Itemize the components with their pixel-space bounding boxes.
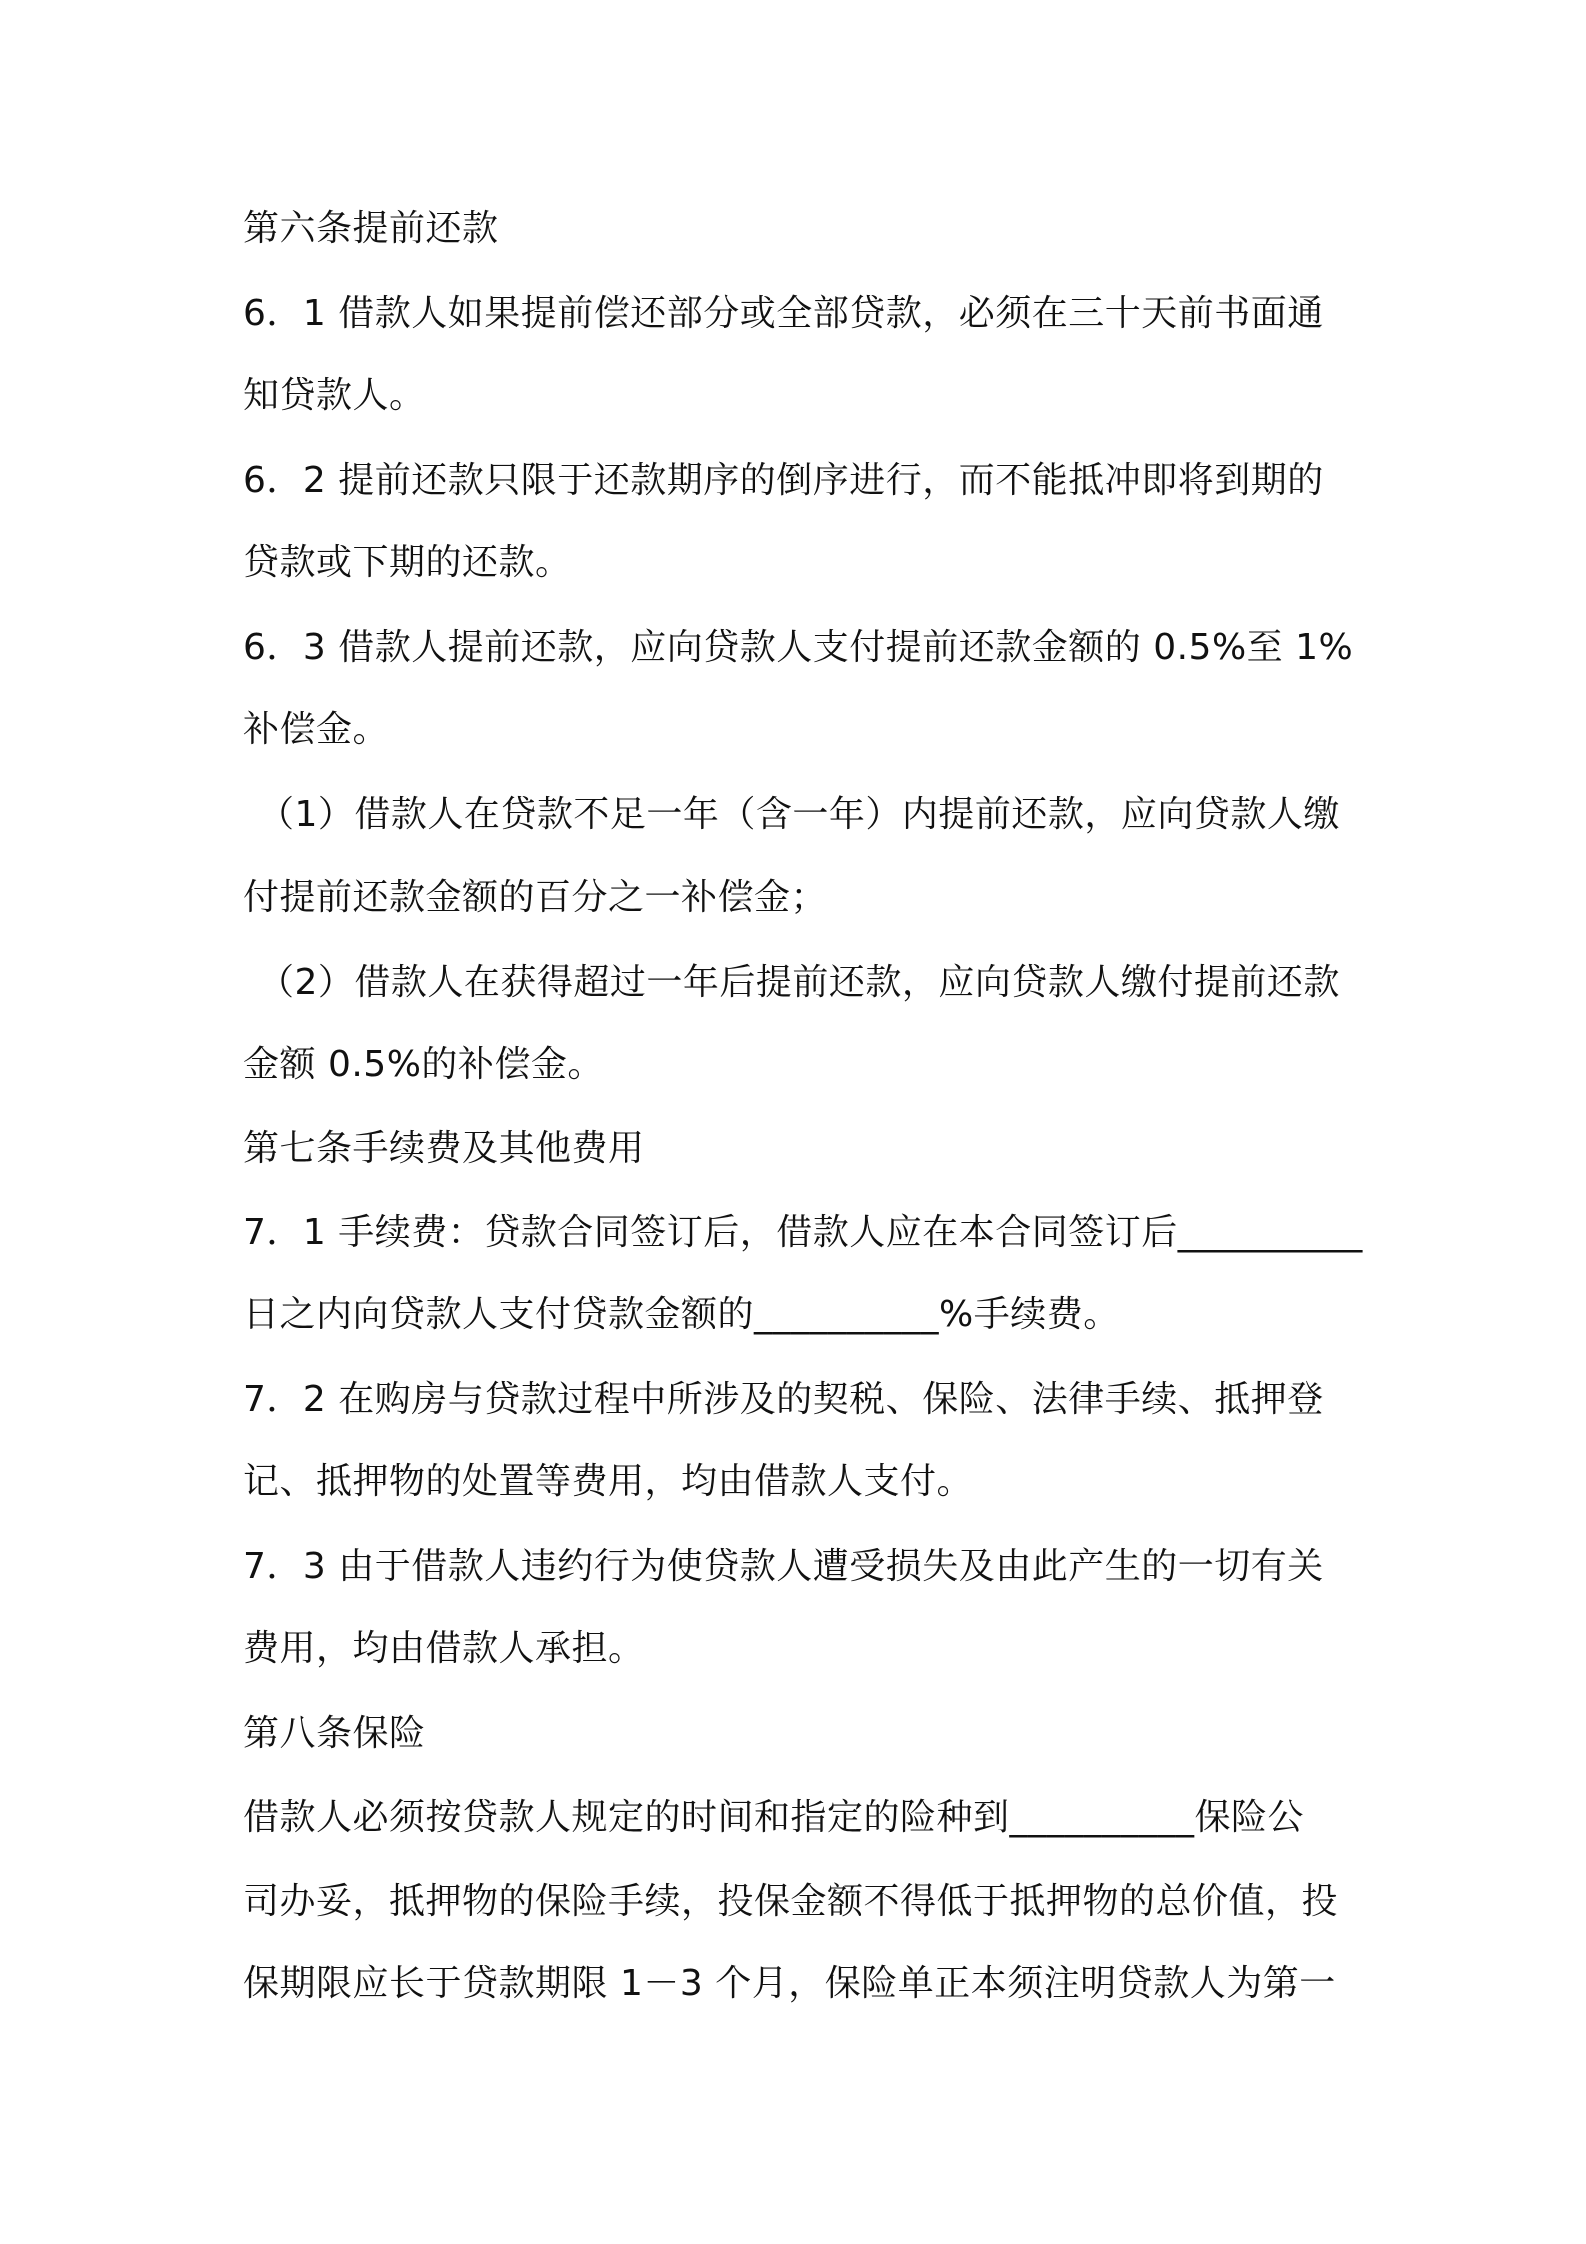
clause-6-3-line-1: 6．3 借款人提前还款，应向贷款人支付提前还款金额的 0.5%至 1% xyxy=(243,627,1354,668)
clause-7-3-line-2: 费用，均由借款人承担。 xyxy=(243,1628,645,1669)
clause-6-3-item-2-line-2: 金额 0.5%的补偿金。 xyxy=(243,1044,604,1085)
article-8-paragraph-line-1: 借款人必须按贷款人规定的时间和指定的险种到__________保险公 xyxy=(243,1797,1305,1838)
article-8-heading: 第八条保险 xyxy=(243,1713,426,1754)
clause-7-1-line-1: 7．1 手续费：贷款合同签订后，借款人应在本合同签订后__________ xyxy=(243,1212,1363,1253)
clause-6-1-line-1: 6．1 借款人如果提前偿还部分或全部贷款，必须在三十天前书面通 xyxy=(243,293,1324,334)
clause-7-1-line-2: 日之内向贷款人支付贷款金额的__________%手续费。 xyxy=(243,1294,1120,1335)
clause-7-3-line-1: 7．3 由于借款人违约行为使贷款人遭受损失及由此产生的一切有关 xyxy=(243,1546,1324,1587)
article-6-heading: 第六条提前还款 xyxy=(243,208,499,249)
clause-6-3-item-1-line-2: 付提前还款金额的百分之一补偿金； xyxy=(243,877,828,918)
clause-7-2-line-2: 记、抵押物的处置等费用，均由借款人支付。 xyxy=(243,1461,974,1502)
clause-6-2-line-2: 贷款或下期的还款。 xyxy=(243,542,572,583)
clause-6-3-line-2: 补偿金。 xyxy=(243,709,390,750)
clause-6-1-line-2: 知贷款人。 xyxy=(243,375,426,416)
clause-6-3-item-1-line-1: （1）借款人在贷款不足一年（含一年）内提前还款，应向贷款人缴 xyxy=(258,794,1340,835)
article-8-paragraph-line-3: 保期限应长于贷款期限 1－3 个月，保险单正本须注明贷款人为第一 xyxy=(243,1963,1336,2004)
clause-6-3-item-2-line-1: （2）借款人在获得超过一年后提前还款，应向贷款人缴付提前还款 xyxy=(258,962,1340,1003)
article-7-heading: 第七条手续费及其他费用 xyxy=(243,1128,645,1169)
clause-7-2-line-1: 7．2 在购房与贷款过程中所涉及的契税、保险、法律手续、抵押登 xyxy=(243,1379,1324,1420)
article-8-paragraph-line-2: 司办妥，抵押物的保险手续，投保金额不得低于抵押物的总价值，投 xyxy=(243,1881,1339,1922)
clause-6-2-line-1: 6．2 提前还款只限于还款期序的倒序进行，而不能抵冲即将到期的 xyxy=(243,460,1324,501)
